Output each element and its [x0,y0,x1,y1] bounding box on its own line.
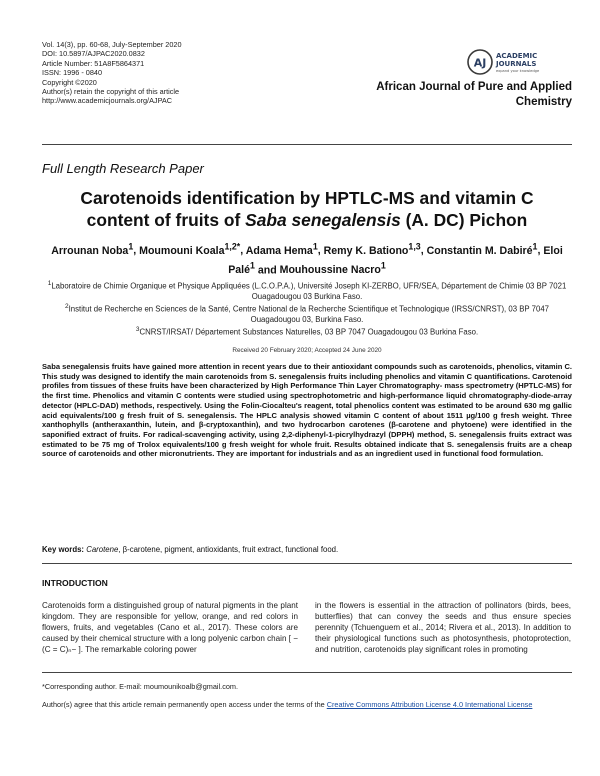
author: Eloi Palé$^1$ [228,244,563,277]
header-divider [42,144,572,145]
received-dates: Received 20 February 2020; Accepted 24 June 2020 [232,347,382,354]
meta-doi: DOI: 10.5897/AJPAC2020.0832 [42,49,145,59]
paper-title [42,187,572,231]
logo-line1: ACADEMIC [496,52,538,60]
author: Constantin M. Dabiré$^1$ [426,241,538,257]
intro-column-right: in the flowers is essential in the attraction of pollinators (birds, bees, butterflies) that can convey the seeds and thus ensure species perennity (Tchuenguem et al., 2014; Rivera et al., 2013). In addition to their physiological functions such as photosynthesis, photoprotection, and nutrition, carotenoids play significant roles in promoting [315,601,571,654]
author: Adama Hema$^1$ [245,241,318,257]
logo-line2: JOURNALS [496,60,537,68]
meta-article-number: Article Number: 51A8F5864371 [42,58,145,68]
journal-name-line2: Chemistry [515,95,572,108]
corresponding-author: *Corresponding author. E-mail: moumounikoalb@gmail.com. [42,682,239,691]
title-line2: content of fruits of Saba senegalensis (A. DC) Pichon [86,210,528,230]
keywords-label: Key words: [42,545,85,554]
author: Arrounan Noba$^1$ [51,241,134,257]
meta-rights: Author(s) retain the copyright of this article [42,87,180,97]
affiliation: $^1$Laboratoire de Chimie Organique et Physique Appliquées (L.C.O.P.A.), Université Joseph KI-ZERBO, UFR/SEA, Département de Chimie 03 BP 7021 Ouagadougou 03 Burkina Faso. [47,280,567,301]
footnote-divider [42,672,572,673]
author: Mouhoussine Nacro$^1$ [279,260,386,277]
logo-mark: AJ [473,56,487,70]
affiliation: $^2$Institut de Recherche en Sciences de la Santé, Centre National de la Recherche Scientifique et Technologique (IRSS/CNRST), 03 BP 7047 Ouagadougou 03, Burkina Faso. [65,303,549,324]
title-line1: Carotenoids identification by HPTLC-MS and vitamin C [80,188,534,208]
abstract: Saba senegalensis fruits have gained more attention in recent years due to their antioxidant compounds such as carotenoids, phenolics, vitamin C. This study was designed to identify the main carotenoids from S. senegalensis fruits including phenolics and vitamin C quantifications. Carotenoid profiles from tissues of these fruits have been characterized by High Performance Thin Layer Chromatography- mass spectrometry (HPTLC-MS) for the first time. Phenolics and vitamin C contents were studied using spectrophotometric and high-performance liquid chromatography-diode-array detector (HPLC-DAD) methods, respectively. Using the Folin-Ciocalteu's reagent, total phenolics content was estimated to be around 630 mg gallic acid equivalents/100 g fresh fruit of S. senegalensis. The HPLC analysis showed vitamin C content of about 1511 µg/100 g fresh weight. Three xanthophylls (antheraxanthin, lutein, and β-cryptoxanthin), and two hydrocarbon carotenes (β-carotene and phytoene) were identified in the saponified extract of fruits. For radical-scavenging activity, using 2,2-diphenyl-1-picrylhydrazyl (DPPH) method, S. senegalensis fruits extract was estimated to be 75 mg of Trolox equivalents/100 g fresh weight for whole fruit. Results obtained indicate that S. senegalensis fruits are a cheap source of carotenoids and other micronutrients. They are important for industrials and as an ingredient used in functional food formulation. [42,362,572,459]
journal-name-line1: African Journal of Pure and Applied [376,81,572,93]
title-species: Saba senegalensis [245,210,401,230]
keyword-first: Carotene [86,545,119,554]
section-heading-introduction: INTRODUCTION [42,578,108,588]
keywords-rest: , β-carotene, pigment, antioxidants, fruit extract, functional food. [118,545,339,554]
academic-journals-logo [466,47,566,77]
license-link[interactable]: Creative Commons Attribution License 4.0 International License [326,700,533,709]
meta-issn: ISSN: 1996 - 0840 [42,68,103,78]
intro-column-left: Carotenoids form a distinguished group of natural pigments in the plant kingdom. They are responsible for yellow, orange, and red colors in flowers, fruits, and vegetables (Cano et al., 2017). These colors are caused by their chemical structure with a long polyenic carbon chain [ −(C = C)ₙ− ]. The remarkable coloring power [42,601,298,654]
section-divider [42,563,572,564]
logo-tagline: expand your knowledge [496,69,540,73]
keywords [42,545,338,554]
article-metadata [42,40,182,106]
license-statement: Author(s) agree that this article remain permanently open access under the terms of the Creative Commons Attribution License 4.0 International License [42,700,533,709]
affiliation: $^3$CNRST/IRSAT/ Département Substances Naturelles, 03 BP 7047 Ouagadougou 03 Burkina Faso. [135,326,479,337]
journal-name [332,80,572,109]
meta-volume: Vol. 14(3), pp. 60-68, July-September 2020 [42,40,182,49]
affiliations [42,279,572,338]
meta-copyright: Copyright ©2020 [42,77,97,87]
author: Remy K. Bationo$^{1,3}$ [323,241,421,257]
paper-type: Full Length Research Paper [42,161,204,176]
meta-url[interactable]: http://www.academicjournals.org/AJPAC [42,96,173,106]
author: Moumouni Koala$^{1,2*}$ [139,241,241,257]
author-list: Arrounan Noba$^1$, Moumouni Koala$^{1,2*}$, Adama Hema$^1$, Remy K. Bationo$^{1,3}$, Constantin M. Dabiré$^1$, Eloi Palé$^1$ and Mouhoussine Nacro$^1$ [51,241,563,277]
